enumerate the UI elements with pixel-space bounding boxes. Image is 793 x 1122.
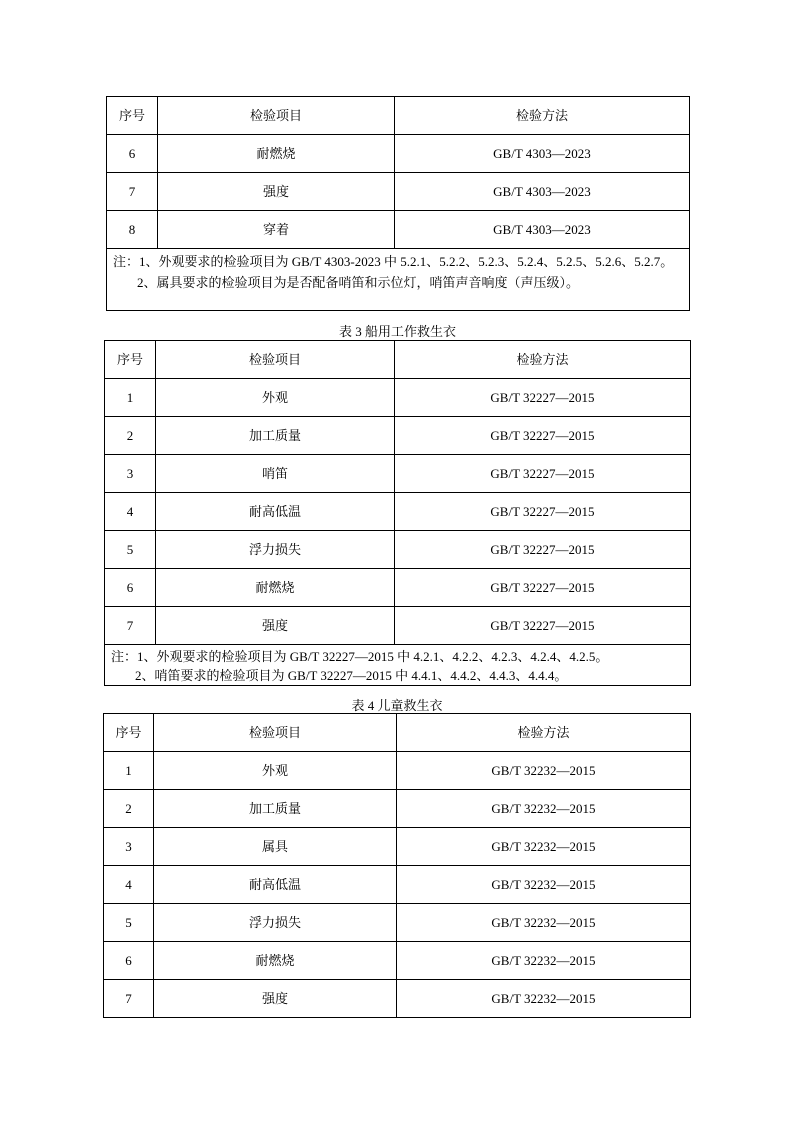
table-row bbox=[105, 493, 691, 531]
row-method: GB/T 32232—2015 bbox=[397, 904, 691, 942]
table-note-row bbox=[107, 249, 690, 311]
table-row bbox=[107, 135, 690, 173]
table-row bbox=[104, 980, 691, 1018]
table-header-row bbox=[104, 714, 691, 752]
note-line-1: 注：1、外观要求的检验项目为 GB/T 32227—2015 中 4.2.1、4.2.2、4.2.3、4.2.4、4.2.5。 bbox=[111, 649, 609, 664]
row-serial: 4 bbox=[104, 866, 154, 904]
table-row bbox=[104, 790, 691, 828]
note-line-2: 2、属具要求的检验项目为是否配备哨笛和示位灯，哨笛声音响度（声压级）。 bbox=[137, 275, 580, 290]
row-serial: 5 bbox=[105, 531, 156, 569]
header-serial: 序号 bbox=[105, 341, 156, 379]
table-row bbox=[105, 607, 691, 645]
table-row bbox=[105, 531, 691, 569]
row-method: GB/T 32232—2015 bbox=[397, 980, 691, 1018]
row-serial: 7 bbox=[104, 980, 154, 1018]
row-item: 加工质量 bbox=[154, 790, 397, 828]
table-row bbox=[107, 211, 690, 249]
row-method: GB/T 4303—2023 bbox=[395, 173, 690, 211]
row-item: 外观 bbox=[154, 752, 397, 790]
table-row bbox=[104, 942, 691, 980]
header-item: 检验项目 bbox=[156, 341, 395, 379]
row-item: 强度 bbox=[158, 173, 395, 211]
row-serial: 2 bbox=[104, 790, 154, 828]
table-row bbox=[107, 173, 690, 211]
row-method: GB/T 32227—2015 bbox=[395, 569, 691, 607]
row-item: 强度 bbox=[154, 980, 397, 1018]
row-serial: 8 bbox=[107, 211, 158, 249]
row-item: 强度 bbox=[156, 607, 395, 645]
note-line-1: 注：1、外观要求的检验项目为 GB/T 4303-2023 中 5.2.1、5.2.2、5.2.3、5.2.4、5.2.5、5.2.6、5.2.7。 bbox=[113, 254, 674, 269]
row-serial: 4 bbox=[105, 493, 156, 531]
table-row bbox=[105, 455, 691, 493]
header-method: 检验方法 bbox=[395, 97, 690, 135]
table-row bbox=[105, 379, 691, 417]
row-serial: 6 bbox=[107, 135, 158, 173]
row-method: GB/T 32232—2015 bbox=[397, 942, 691, 980]
row-item: 属具 bbox=[154, 828, 397, 866]
row-method: GB/T 32227—2015 bbox=[395, 455, 691, 493]
row-item: 哨笛 bbox=[156, 455, 395, 493]
row-serial: 6 bbox=[105, 569, 156, 607]
row-item: 浮力损失 bbox=[156, 531, 395, 569]
row-method: GB/T 4303—2023 bbox=[395, 135, 690, 173]
header-serial: 序号 bbox=[107, 97, 158, 135]
inspection-table-3 bbox=[104, 340, 691, 686]
table-note-row bbox=[105, 645, 691, 686]
row-method: GB/T 32227—2015 bbox=[395, 607, 691, 645]
table-note bbox=[107, 249, 690, 311]
row-item: 外观 bbox=[156, 379, 395, 417]
row-item: 耐高低温 bbox=[156, 493, 395, 531]
header-serial: 序号 bbox=[104, 714, 154, 752]
row-item: 穿着 bbox=[158, 211, 395, 249]
row-serial: 3 bbox=[105, 455, 156, 493]
table-row bbox=[105, 417, 691, 455]
table3-caption: 表 3 船用工作救生衣 bbox=[338, 324, 456, 339]
row-item: 加工质量 bbox=[156, 417, 395, 455]
inspection-table-continued bbox=[106, 96, 690, 311]
table-header-row bbox=[105, 341, 691, 379]
row-item: 耐燃烧 bbox=[156, 569, 395, 607]
row-serial: 3 bbox=[104, 828, 154, 866]
header-method: 检验方法 bbox=[397, 714, 691, 752]
row-serial: 6 bbox=[104, 942, 154, 980]
row-method: GB/T 32227—2015 bbox=[395, 531, 691, 569]
row-method: GB/T 32227—2015 bbox=[395, 417, 691, 455]
row-item: 耐燃烧 bbox=[158, 135, 395, 173]
row-method: GB/T 32232—2015 bbox=[397, 752, 691, 790]
row-serial: 7 bbox=[105, 607, 156, 645]
row-method: GB/T 32232—2015 bbox=[397, 828, 691, 866]
row-method: GB/T 32227—2015 bbox=[395, 379, 691, 417]
row-item: 耐燃烧 bbox=[154, 942, 397, 980]
row-serial: 5 bbox=[104, 904, 154, 942]
table-row bbox=[104, 866, 691, 904]
row-method: GB/T 32232—2015 bbox=[397, 790, 691, 828]
row-serial: 1 bbox=[105, 379, 156, 417]
row-method: GB/T 32232—2015 bbox=[397, 866, 691, 904]
row-serial: 7 bbox=[107, 173, 158, 211]
table4-caption: 表 4 儿童救生衣 bbox=[351, 698, 443, 713]
row-method: GB/T 32227—2015 bbox=[395, 493, 691, 531]
row-serial: 2 bbox=[105, 417, 156, 455]
row-item: 耐高低温 bbox=[154, 866, 397, 904]
table-row bbox=[104, 752, 691, 790]
table-row bbox=[104, 828, 691, 866]
table-row bbox=[104, 904, 691, 942]
table-row bbox=[105, 569, 691, 607]
row-method: GB/T 4303—2023 bbox=[395, 211, 690, 249]
inspection-table-4 bbox=[103, 713, 691, 1018]
header-method: 检验方法 bbox=[395, 341, 691, 379]
row-serial: 1 bbox=[104, 752, 154, 790]
row-item: 浮力损失 bbox=[154, 904, 397, 942]
table-note bbox=[105, 645, 691, 686]
header-item: 检验项目 bbox=[154, 714, 397, 752]
table-header-row bbox=[107, 97, 690, 135]
header-item: 检验项目 bbox=[158, 97, 395, 135]
note-line-2: 2、哨笛要求的检验项目为 GB/T 32227—2015 中 4.4.1、4.4.2、4.4.3、4.4.4。 bbox=[135, 668, 568, 683]
